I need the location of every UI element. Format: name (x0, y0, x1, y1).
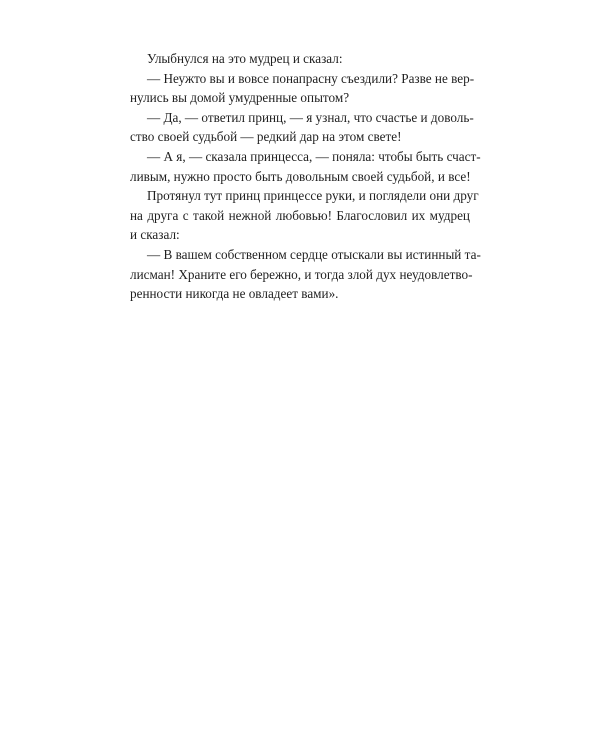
text-line: — А я, — сказала принцесса, — поняла: чтобы быть счаст- (147, 148, 481, 164)
text-line: ство своей судьбой — редкий дар на этом свете! (130, 129, 402, 145)
text-line: и сказал: (130, 227, 180, 243)
text-line: Улыбнулся на это мудрец и сказал: (147, 51, 343, 66)
text-line: на друга с такой нежной любовью! Благословил их мудрец (130, 207, 470, 223)
text-line: — Да, — ответил принц, — я узнал, что счастье и доволь- (147, 109, 474, 125)
text-line: — Неужто вы и вовсе понапрасну съездили? Разве не вер- (147, 70, 475, 86)
text-line: нулись вы домой умудренные опытом? (130, 90, 350, 106)
text-line: ливым, нужно просто быть довольным своей судьбой, и все! (130, 168, 471, 184)
story-text-block (130, 49, 481, 304)
text-line: ренности никогда не овладеет вами». (130, 286, 339, 302)
text-line: лисман! Храните его бережно, и тогда злой дух неудовлетво- (130, 266, 473, 282)
text-line: Протянул тут принц принцессе руки, и поглядели они друг (147, 188, 479, 204)
text-line: — В вашем собственном сердце отыскали вы истинный та- (147, 246, 481, 262)
